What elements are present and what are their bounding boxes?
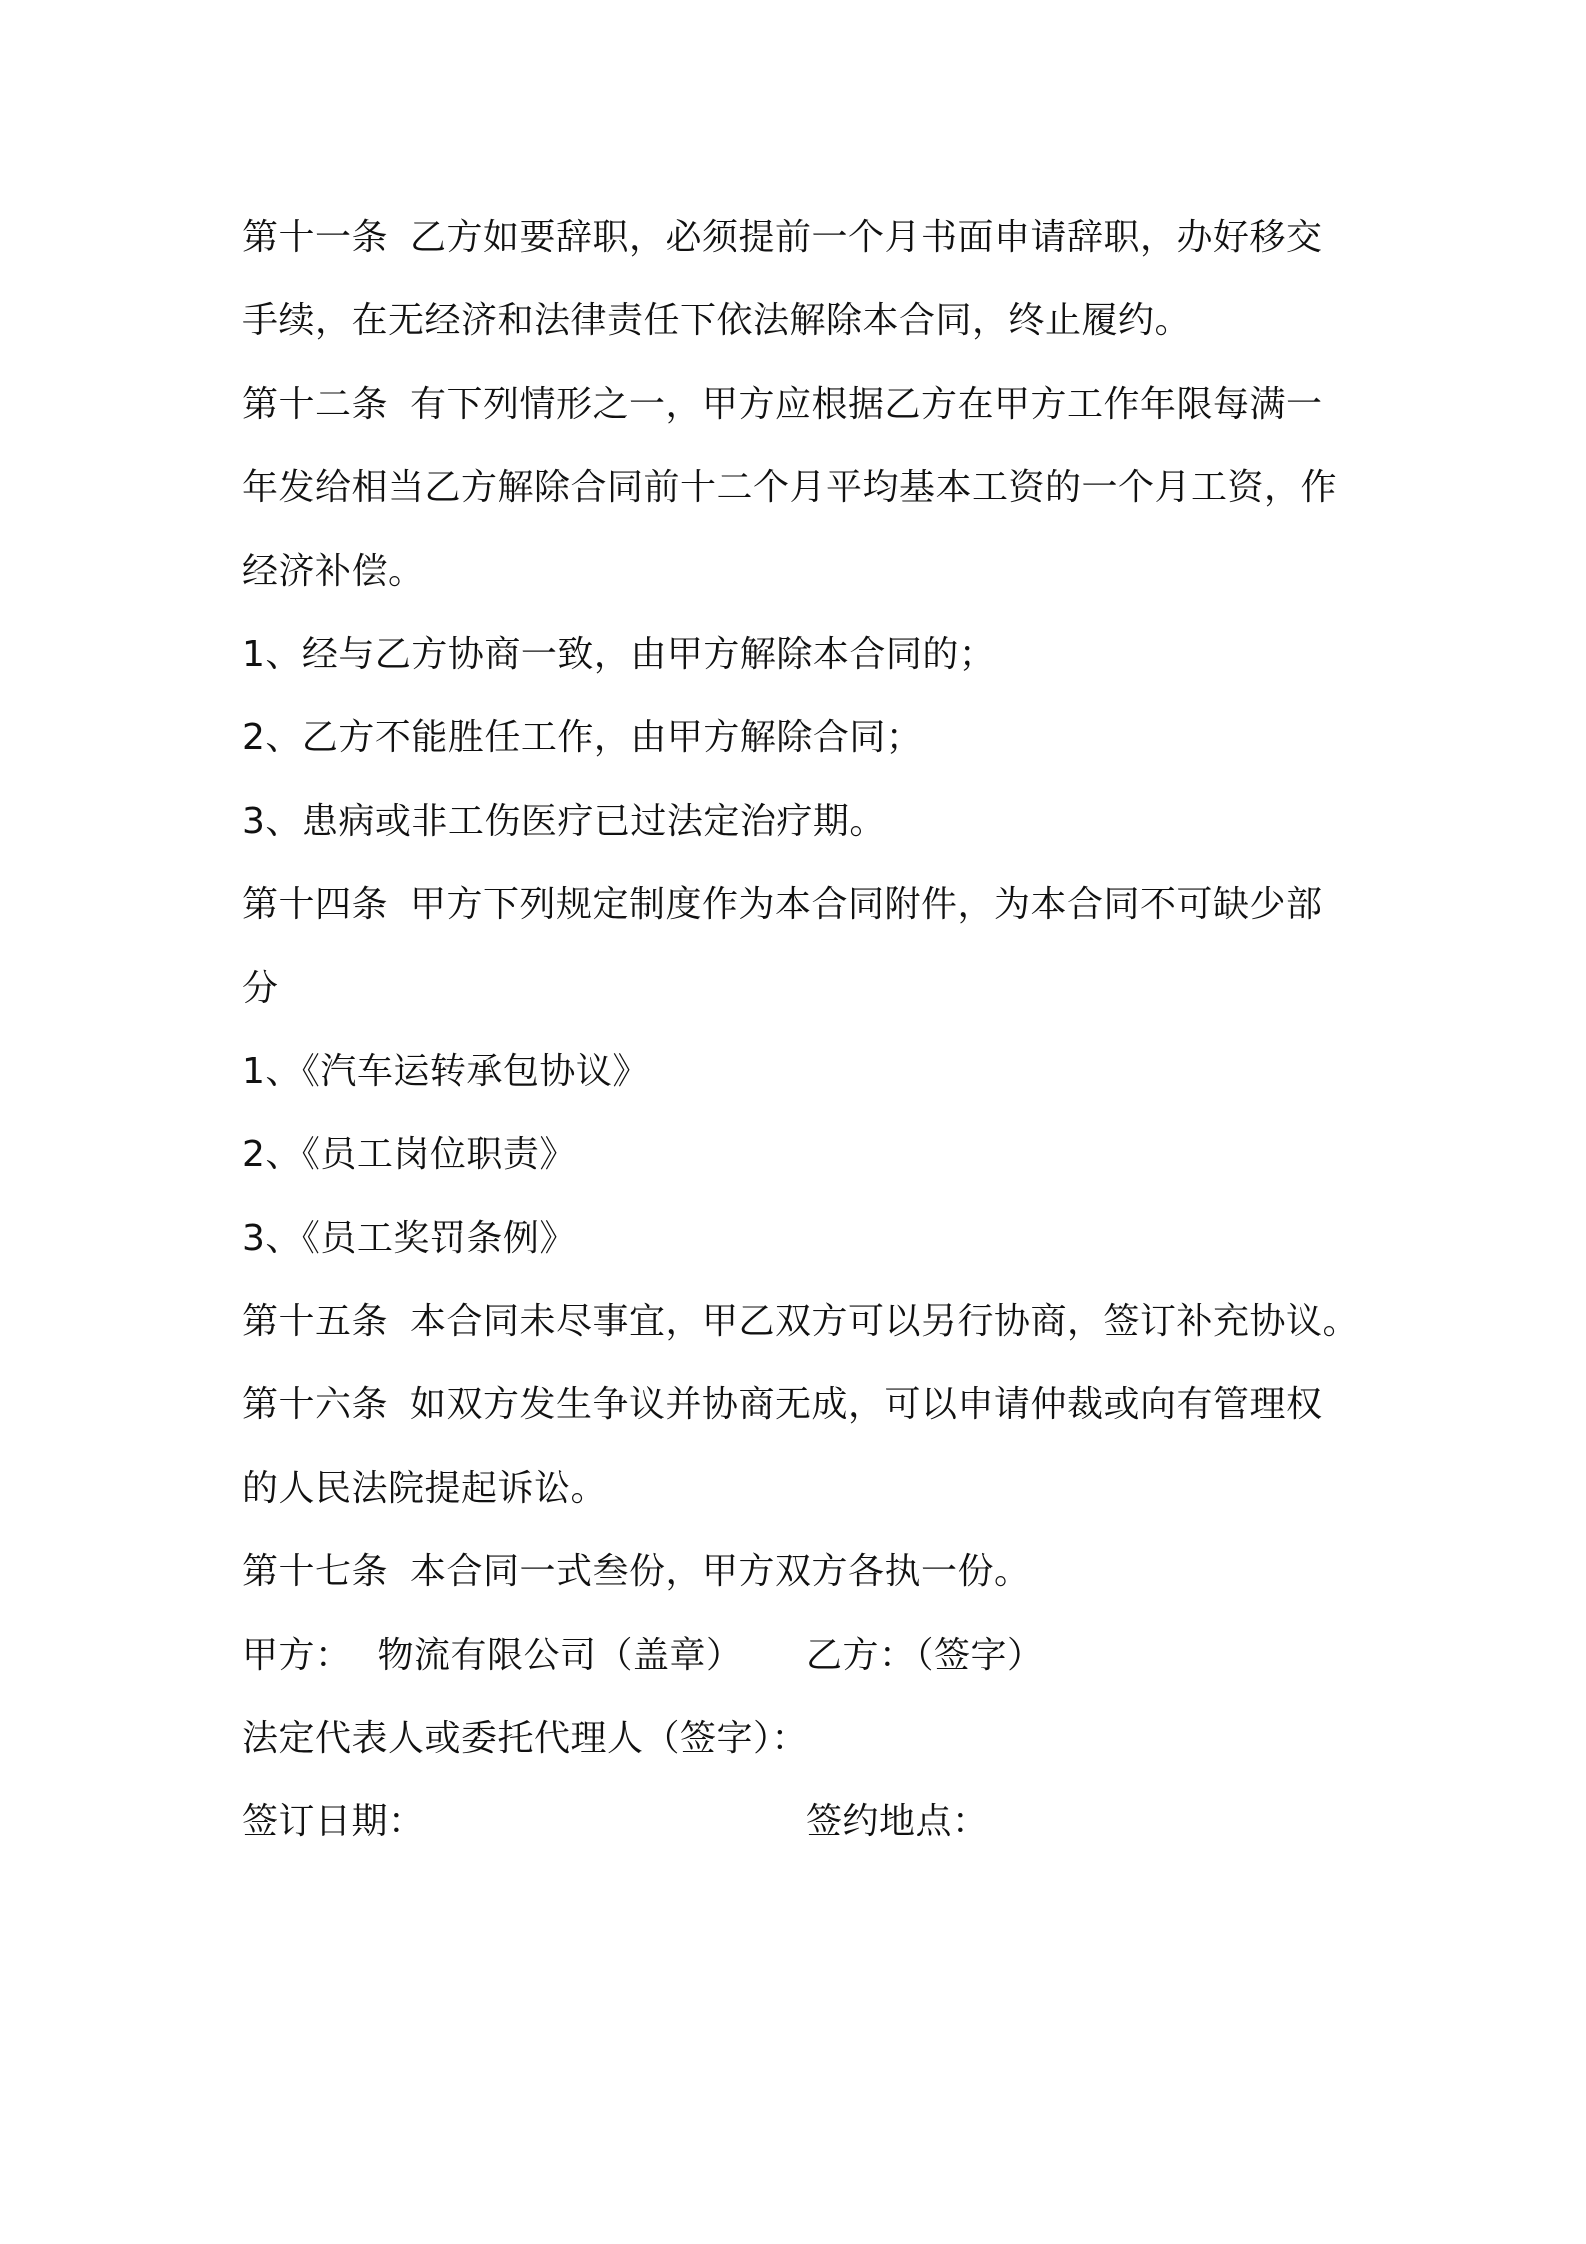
article-12-item-1: 1、经与乙方协商一致，由甲方解除本合同的； (242, 633, 996, 675)
party-a-label: 甲方： (242, 1634, 352, 1676)
article-14-item-1: 1、《汽车运转承包协议》 (242, 1050, 649, 1092)
article-17-label: 第十七条 (242, 1551, 389, 1593)
party-a-value: 物流有限公司（盖章） (377, 1634, 743, 1676)
contract-body (242, 196, 1372, 1864)
article-12-line-1 (242, 363, 1372, 446)
article-12-line-2: 年发给相当乙方解除合同前十二个月平均基本工资的一个月工资，作 (242, 467, 1338, 509)
representative-signature: 法定代表人或委托代理人（签字）： (242, 1718, 809, 1760)
article-12-label: 第十二条 (242, 383, 389, 425)
article-16-text-1: 如双方发生争议并协商无成，可以申请仲裁或向有管理权 (410, 1384, 1323, 1426)
signature-parties-row (242, 1614, 1372, 1697)
article-17-text: 本合同一式叁份，甲方双方各执一份。 (410, 1551, 1031, 1593)
party-b-label: 乙方：（签字） (806, 1634, 1044, 1676)
article-14-label: 第十四条 (242, 884, 389, 926)
article-16-label: 第十六条 (242, 1384, 389, 1426)
article-12-item-3: 3、患病或非工伤医疗已过法定治疗期。 (242, 800, 886, 842)
article-15-text: 本合同未尽事宜，甲乙双方可以另行协商，签订补充协议。 (410, 1301, 1360, 1343)
sign-date-place-row (242, 1780, 1372, 1863)
article-12-text-1: 有下列情形之一，甲方应根据乙方在甲方工作年限每满一 (410, 383, 1323, 425)
article-11-label: 第十一条 (242, 217, 389, 258)
article-15-label: 第十五条 (242, 1301, 389, 1343)
article-14-line-1 (242, 863, 1372, 946)
article-16-line-2: 的人民法院提起诉讼。 (242, 1467, 608, 1509)
article-11-line-1 (242, 196, 1372, 279)
article-11-line-2: 手续，在无经济和法律责任下依法解除本合同，终止履约。 (242, 300, 1192, 342)
article-14-text-1: 甲方下列规定制度作为本合同附件，为本合同不可缺少部 (410, 884, 1323, 926)
article-14-item-2: 2、《员工岗位职责》 (242, 1134, 576, 1176)
sign-place-label: 签约地点： (806, 1801, 989, 1843)
article-16-line-1 (242, 1363, 1372, 1446)
article-17-line (242, 1530, 1372, 1613)
article-14-line-2: 分 (242, 967, 279, 1009)
article-12-line-3: 经济补偿。 (242, 550, 425, 592)
article-14-item-3: 3、《员工奖罚条例》 (242, 1217, 576, 1259)
sign-date-label: 签订日期： (242, 1801, 425, 1843)
article-11-text-1: 乙方如要辞职，必须提前一个月书面申请辞职，办好移交 (410, 217, 1323, 258)
article-12-item-2: 2、乙方不能胜任工作，由甲方解除合同； (242, 717, 923, 759)
article-15-line (242, 1280, 1372, 1363)
